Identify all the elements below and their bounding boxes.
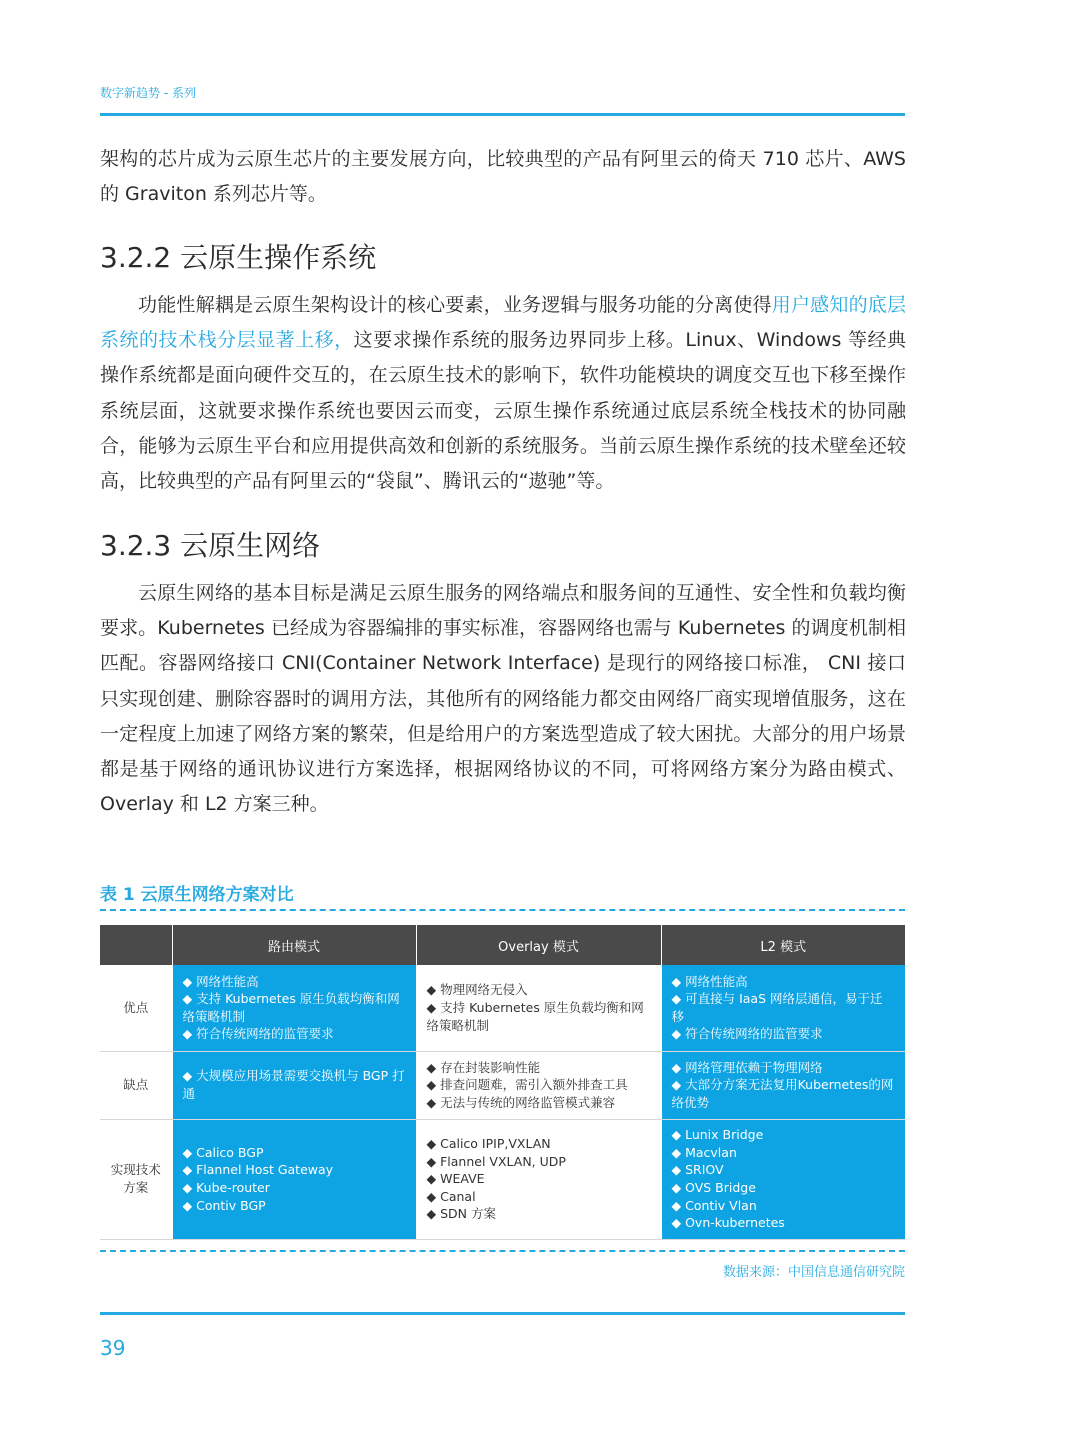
section-323-paragraph: 云原生网络的基本目标是满足云原生服务的网络端点和服务间的互通性、安全性和负载均衡要求。Kubernetes 已经成为容器编排的事实标准，容器网络也需与 Kubernetes 的调度机制相匹配。容器网络接口 CNI(Container Network Interface) 是现行的网络接口标准， CNI 接口只实现创建、删除容器时的调用方法，其他所有的网络能力都交由网络厂商实现增值服务，这在一定程度上加速了网络方案的繁荣，但是给用户的方案选型造成了较大困扰。大部分的用户场景都是基于网络的通讯协议进行方案选择，根据网络协议的不同，可将网络方案分为路由模式、Overlay 和 L2 方案三种。 xyxy=(100,582,906,816)
header-routing: 路由模式 xyxy=(172,925,416,965)
cell-l2 xyxy=(661,1119,905,1239)
list-item: ◆ 网络管理依赖于物理网络 xyxy=(672,1059,895,1077)
list-item: ◆ 符合传统网络的监管要求 xyxy=(183,1025,406,1043)
cell-overlay xyxy=(416,1119,661,1239)
list-item: ◆ 排查问题难，需引入额外排查工具 xyxy=(427,1076,651,1094)
list-item: ◆ Calico IPIP,VXLAN xyxy=(427,1135,651,1153)
series-header: 数字新趋势 - 系列 xyxy=(100,86,196,100)
table-bottom-dashed-rule xyxy=(100,1250,905,1252)
header-overlay: Overlay 模式 xyxy=(416,925,661,965)
cell-routing xyxy=(172,1051,416,1119)
list-item: ◆ 支持 Kubernetes 原生负载均衡和网络策略机制 xyxy=(183,990,406,1025)
list-item: ◆ 存在封装影响性能 xyxy=(427,1059,651,1077)
list-item: ◆ 网络性能高 xyxy=(672,973,895,991)
row-label: 缺点 xyxy=(100,1051,172,1119)
table-row xyxy=(100,1051,905,1119)
section-heading-323: 3.2.3 云原生网络 xyxy=(100,529,321,562)
list-item: ◆ 大部分方案无法复用Kubernetes的网络优势 xyxy=(672,1076,895,1111)
header-l2: L2 模式 xyxy=(661,925,905,965)
list-item: ◆ 可直接与 IaaS 网络层通信，易于迁移 xyxy=(672,990,895,1025)
list-item: ◆ Contiv BGP xyxy=(183,1197,406,1215)
section-heading-322: 3.2.2 云原生操作系统 xyxy=(100,241,377,274)
cell-routing xyxy=(172,965,416,1051)
top-divider xyxy=(100,113,905,116)
table-row xyxy=(100,965,905,1051)
list-item: ◆ Flannel Host Gateway xyxy=(183,1161,406,1179)
list-item: ◆ WEAVE xyxy=(427,1170,651,1188)
row-label: 实现技术方案 xyxy=(100,1119,172,1239)
list-item: ◆ 大规模应用场景需要交换机与 BGP 打通 xyxy=(183,1067,406,1102)
table-top-dashed-rule xyxy=(100,909,905,911)
header-empty xyxy=(100,925,172,965)
cell-overlay xyxy=(416,965,661,1051)
paragraph-text: 功能性解耦是云原生架构设计的核心要素，业务逻辑与服务功能的分离使得 xyxy=(138,294,772,316)
list-item: ◆ 无法与传统的网络监管模式兼容 xyxy=(427,1094,651,1112)
bottom-divider xyxy=(100,1312,905,1315)
cell-l2 xyxy=(661,965,905,1051)
list-item: ◆ Lunix Bridge xyxy=(672,1126,895,1144)
list-item: ◆ Ovn-kubernetes xyxy=(672,1214,895,1232)
list-item: ◆ 支持 Kubernetes 原生负载均衡和网络策略机制 xyxy=(427,999,651,1034)
list-item: ◆ 符合传统网络的监管要求 xyxy=(672,1025,895,1043)
data-source-note: 数据来源：中国信息通信研究院 xyxy=(722,1265,905,1280)
list-item: ◆ SDN 方案 xyxy=(427,1205,651,1223)
cell-overlay xyxy=(416,1051,661,1119)
row-label: 优点 xyxy=(100,965,172,1051)
table-row xyxy=(100,1119,905,1239)
list-item: ◆ Kube-router xyxy=(183,1179,406,1197)
table-header-row xyxy=(100,925,905,965)
section-322-paragraph xyxy=(100,288,906,499)
highlighted-text: 用户感知的底层系统的技术栈分层显著上移， xyxy=(100,294,906,352)
table-title: 表 1 云原生网络方案对比 xyxy=(100,885,294,905)
list-item: ◆ Canal xyxy=(427,1188,651,1206)
list-item: ◆ Flannel VXLAN, UDP xyxy=(427,1153,651,1171)
list-item: ◆ OVS Bridge xyxy=(672,1179,895,1197)
page-number: 39 xyxy=(100,1336,126,1360)
list-item: ◆ SRIOV xyxy=(672,1161,895,1179)
list-item: ◆ 物理网络无侵入 xyxy=(427,981,651,999)
network-comparison-table xyxy=(100,925,906,1240)
intro-paragraph: 架构的芯片成为云原生芯片的主要发展方向，比较典型的产品有阿里云的倚天 710 芯片、AWS 的 Graviton 系列芯片等。 xyxy=(100,148,906,206)
cell-l2 xyxy=(661,1051,905,1119)
cell-routing xyxy=(172,1119,416,1239)
list-item: ◆ 网络性能高 xyxy=(183,973,406,991)
list-item: ◆ Calico BGP xyxy=(183,1144,406,1162)
paragraph-text: 这要求操作系统的服务边界同步上移。Linux、Windows 等经典操作系统都是面向硬件交互的，在云原生技术的影响下，软件功能模块的调度交互也下移至操作系统层面，这就要求操作系统也要因云而变，云原生操作系统通过底层系统全栈技术的协同融合，能够为云原生平台和应用提供高效和创新的系统服务。当前云原生操作系统的技术壁垒还较高，比较典型的产品有阿里云的“袋鼠”、腾讯云的“遨驰”等。 xyxy=(100,329,906,493)
list-item: ◆ Contiv Vlan xyxy=(672,1197,895,1215)
list-item: ◆ Macvlan xyxy=(672,1144,895,1162)
